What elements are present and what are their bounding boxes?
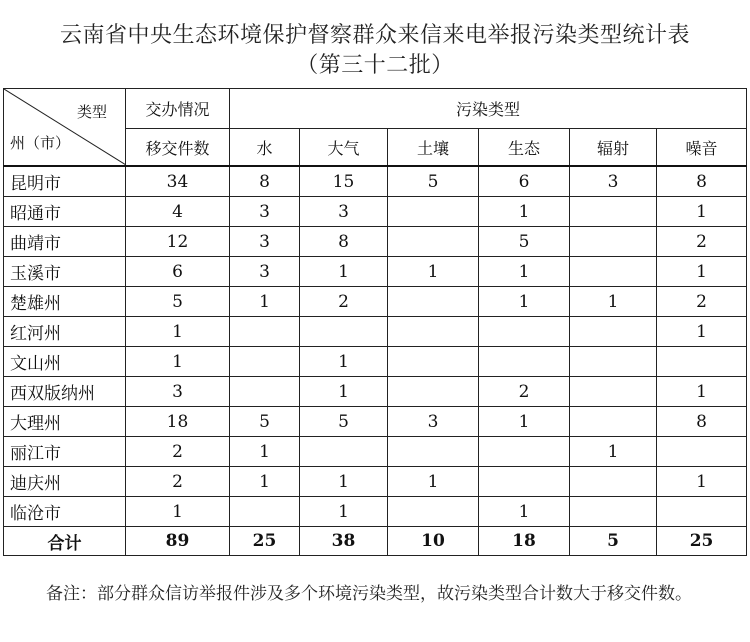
value-cell: [300, 437, 388, 467]
value-cell: [570, 467, 657, 497]
value-cell: 1: [300, 497, 388, 527]
value-cell: 1: [126, 347, 230, 377]
value-cell: 5: [300, 407, 388, 437]
value-cell: [570, 257, 657, 287]
total-value-cell: 5: [570, 527, 657, 556]
value-cell: 1: [657, 467, 747, 497]
value-cell: [657, 497, 747, 527]
value-cell: 1: [570, 287, 657, 317]
value-cell: [230, 377, 300, 407]
value-cell: 2: [300, 287, 388, 317]
diagonal-line: [4, 89, 126, 165]
value-cell: [570, 197, 657, 227]
value-cell: 5: [388, 166, 479, 197]
value-cell: 5: [230, 407, 300, 437]
value-cell: [570, 407, 657, 437]
region-name-cell: 大理州: [4, 407, 126, 437]
value-cell: [230, 497, 300, 527]
value-cell: 1: [479, 497, 570, 527]
total-row: [4, 527, 747, 556]
table-row: [4, 347, 747, 377]
type-header-radiation: 辐射: [570, 129, 657, 167]
value-cell: 8: [230, 166, 300, 197]
value-cell: [657, 437, 747, 467]
region-name-cell: 丽江市: [4, 437, 126, 467]
value-cell: [570, 317, 657, 347]
value-cell: 3: [126, 377, 230, 407]
corner-header-cell: [4, 89, 126, 167]
value-cell: [388, 287, 479, 317]
value-cell: [479, 467, 570, 497]
value-cell: 1: [657, 257, 747, 287]
value-cell: 5: [479, 227, 570, 257]
table-row: [4, 437, 747, 467]
value-cell: 1: [657, 377, 747, 407]
region-name-cell: 玉溪市: [4, 257, 126, 287]
value-cell: 5: [126, 287, 230, 317]
value-cell: [388, 317, 479, 347]
value-cell: 34: [126, 166, 230, 197]
table-row: [4, 166, 747, 197]
value-cell: 6: [479, 166, 570, 197]
corner-type-label: 类型: [76, 103, 107, 121]
value-cell: 1: [300, 377, 388, 407]
total-label-cell: 合计: [4, 527, 126, 556]
table-row: [4, 197, 747, 227]
table-title: 云南省中央生态环境保护督察群众来信来电举报污染类型统计表: [59, 23, 690, 48]
value-cell: 1: [388, 257, 479, 287]
value-cell: 1: [657, 197, 747, 227]
value-cell: [570, 347, 657, 377]
value-cell: 3: [230, 257, 300, 287]
table-row: [4, 407, 747, 437]
value-cell: [479, 347, 570, 377]
table-row: [4, 257, 747, 287]
value-cell: 2: [479, 377, 570, 407]
value-cell: 1: [126, 317, 230, 347]
region-name-cell: 楚雄州: [4, 287, 126, 317]
value-cell: [388, 197, 479, 227]
handover-group-header: 交办情况: [126, 89, 230, 129]
value-cell: 1: [126, 497, 230, 527]
region-name-cell: 昆明市: [4, 166, 126, 197]
table-row: [4, 317, 747, 347]
value-cell: 1: [300, 257, 388, 287]
value-cell: [388, 347, 479, 377]
value-cell: [388, 497, 479, 527]
value-cell: [388, 377, 479, 407]
total-value-cell: 89: [126, 527, 230, 556]
value-cell: 1: [230, 467, 300, 497]
value-cell: 18: [126, 407, 230, 437]
type-header-ecology: 生态: [479, 129, 570, 167]
type-header-water: 水: [230, 129, 300, 167]
region-name-cell: 昭通市: [4, 197, 126, 227]
total-value-cell: 38: [300, 527, 388, 556]
region-name-cell: 红河州: [4, 317, 126, 347]
pollution-group-header: 污染类型: [230, 89, 747, 129]
value-cell: [230, 347, 300, 377]
value-cell: 15: [300, 166, 388, 197]
value-cell: [657, 347, 747, 377]
region-name-cell: 西双版纳州: [4, 377, 126, 407]
table-row: [4, 227, 747, 257]
corner-region-label: 州（市）: [10, 134, 71, 152]
type-header-soil: 土壤: [388, 129, 479, 167]
value-cell: [570, 227, 657, 257]
value-cell: [388, 437, 479, 467]
value-cell: [230, 317, 300, 347]
table-subtitle: （第三十二批）: [296, 53, 454, 78]
value-cell: 1: [479, 407, 570, 437]
value-cell: 2: [126, 467, 230, 497]
table-row: [4, 467, 747, 497]
value-cell: [570, 377, 657, 407]
value-cell: 1: [230, 437, 300, 467]
handover-count-header: 移交件数: [126, 129, 230, 167]
value-cell: 8: [657, 166, 747, 197]
total-value-cell: 25: [230, 527, 300, 556]
region-name-cell: 迪庆州: [4, 467, 126, 497]
value-cell: 1: [479, 257, 570, 287]
value-cell: 1: [300, 467, 388, 497]
value-cell: 3: [300, 197, 388, 227]
value-cell: 3: [230, 197, 300, 227]
region-name-cell: 曲靖市: [4, 227, 126, 257]
value-cell: [570, 497, 657, 527]
type-header-noise: 噪音: [657, 129, 747, 167]
value-cell: 6: [126, 257, 230, 287]
value-cell: [388, 227, 479, 257]
value-cell: 3: [230, 227, 300, 257]
total-value-cell: 10: [388, 527, 479, 556]
value-cell: 1: [479, 287, 570, 317]
value-cell: 8: [657, 407, 747, 437]
table-row: [4, 287, 747, 317]
value-cell: 2: [657, 227, 747, 257]
type-header-air: 大气: [300, 129, 388, 167]
value-cell: 1: [388, 467, 479, 497]
value-cell: 8: [300, 227, 388, 257]
total-value-cell: 25: [657, 527, 747, 556]
value-cell: 1: [570, 437, 657, 467]
value-cell: [479, 437, 570, 467]
value-cell: 1: [230, 287, 300, 317]
value-cell: [300, 317, 388, 347]
value-cell: 12: [126, 227, 230, 257]
table-row: [4, 497, 747, 527]
value-cell: 1: [657, 317, 747, 347]
value-cell: 3: [570, 166, 657, 197]
value-cell: [479, 317, 570, 347]
value-cell: 1: [479, 197, 570, 227]
region-name-cell: 文山州: [4, 347, 126, 377]
value-cell: 1: [300, 347, 388, 377]
table-row: [4, 377, 747, 407]
value-cell: 2: [126, 437, 230, 467]
pollution-statistics-table: [3, 88, 747, 556]
value-cell: 2: [657, 287, 747, 317]
value-cell: 3: [388, 407, 479, 437]
region-name-cell: 临沧市: [4, 497, 126, 527]
value-cell: 4: [126, 197, 230, 227]
footnote: 备注：部分群众信访举报件涉及多个环境污染类型，故污染类型合计数大于移交件数。: [46, 584, 692, 604]
total-value-cell: 18: [479, 527, 570, 556]
